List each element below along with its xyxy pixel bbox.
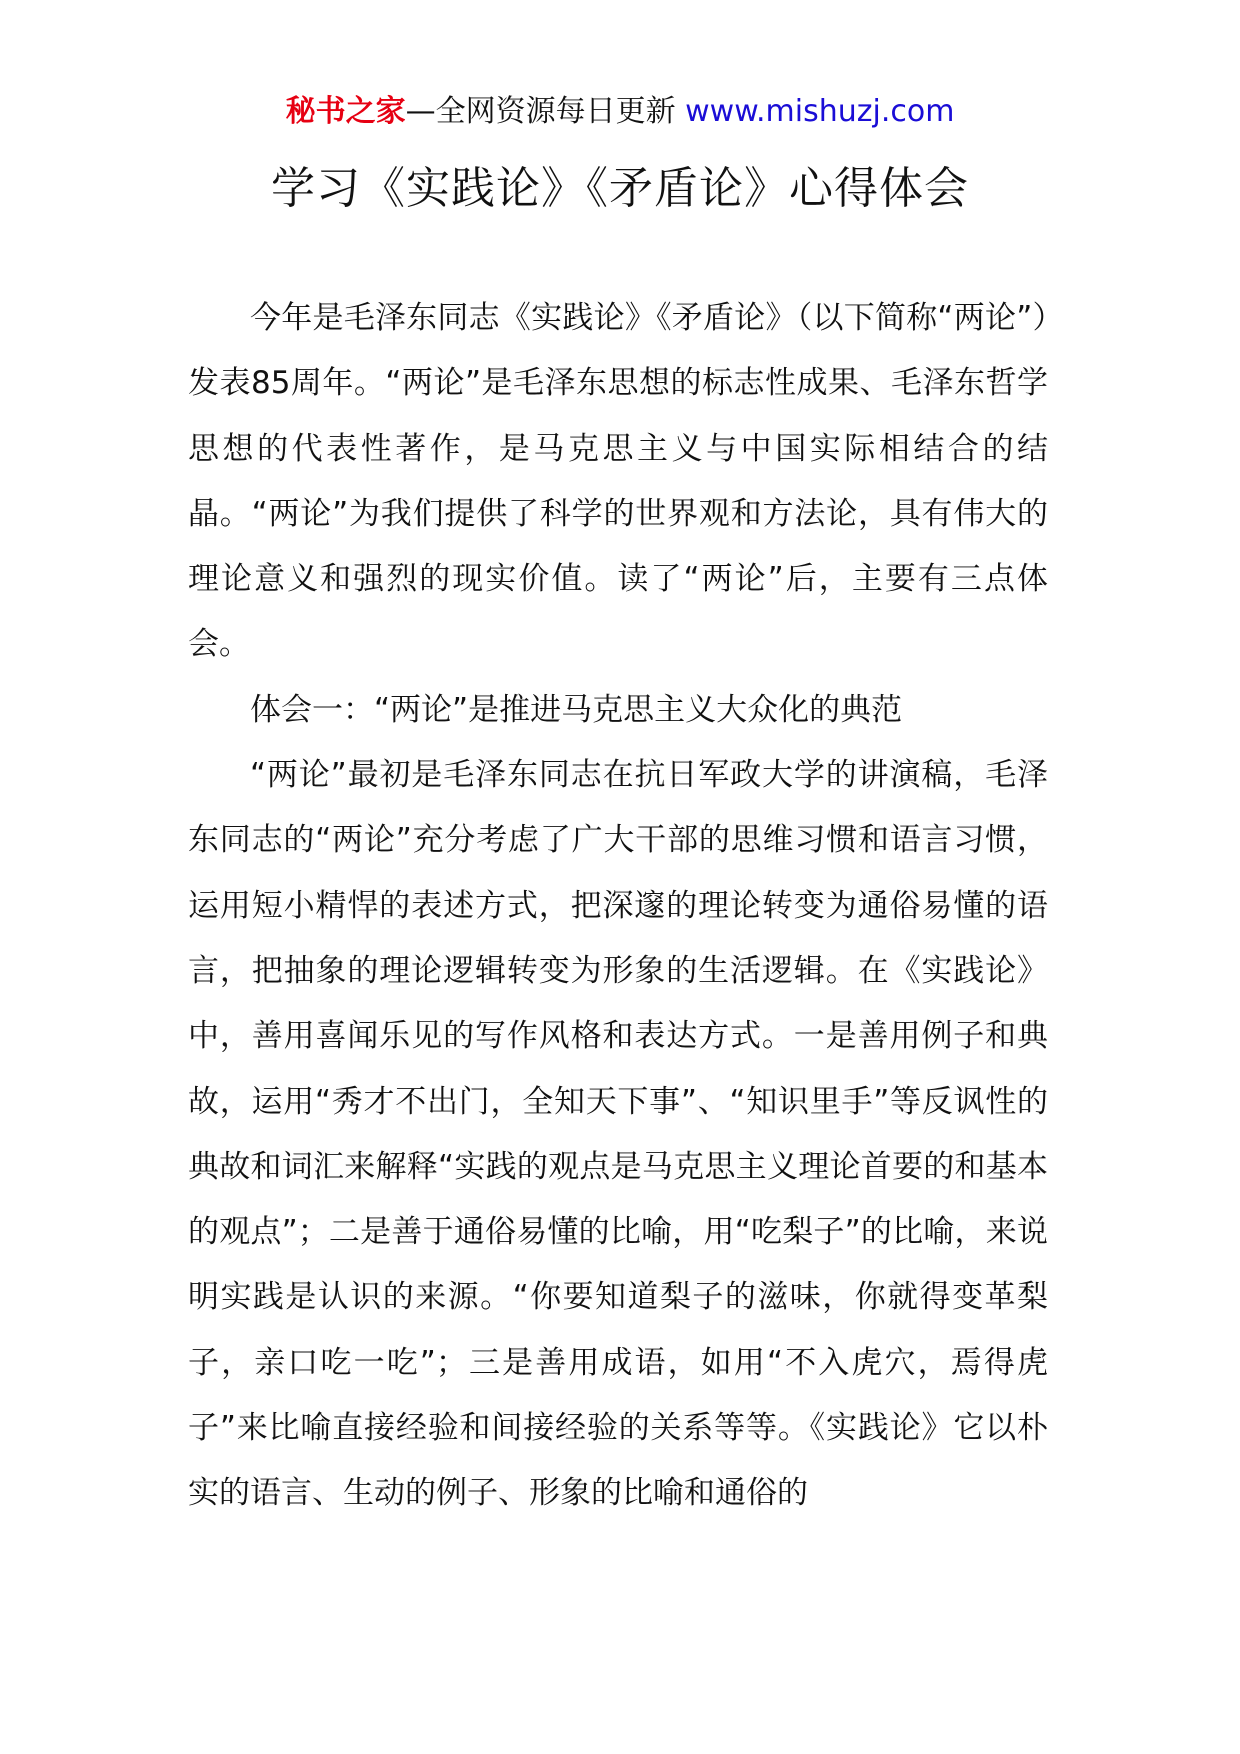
document-title: 学习《实践论》《矛盾论》心得体会	[271, 163, 969, 214]
paragraph-intro: 今年是毛泽东同志《实践论》《矛盾论》（以下简称“两论”）发表85周年。“两论”是毛泽东思想的标志性成果、毛泽东哲学思想的代表性著作，是马克思主义与中国实际相结合的结晶。“两论”为我们提供了科学的世界观和方法论，具有伟大的理论意义和强烈的现实价值。读了“两论”后，主要有三点体会。	[188, 300, 1048, 663]
site-brand: 秘书之家	[285, 94, 406, 129]
section-heading-1: 体会一：“两论”是推进马克思主义大众化的典范	[250, 691, 903, 728]
site-tagline: —全网资源每日更新	[405, 94, 686, 129]
site-header	[0, 92, 1240, 132]
document-body	[188, 286, 1048, 1527]
site-url-link[interactable]: www.mishuzj.com	[685, 94, 955, 129]
paragraph-section-1: “两论”最初是毛泽东同志在抗日军政大学的讲演稿，毛泽东同志的“两论”充分考虑了广大干部的思维习惯和语言习惯，运用短小精悍的表述方式，把深邃的理论转变为通俗易懂的语言，把抽象的理论逻辑转变为形象的生活逻辑。在《实践论》中，善用喜闻乐见的写作风格和表达方式。一是善用例子和典故，运用“秀才不出门，全知天下事”、“知识里手”等反讽性的典故和词汇来解释“实践的观点是马克思主义理论首要的和基本的观点”；二是善于通俗易懂的比喻，用“吃梨子”的比喻，来说明实践是认识的来源。“你要知道梨子的滋味，你就得变革梨子，亲口吃一吃”；三是善用成语，如用“不入虎穴，焉得虎子”来比喻直接经验和间接经验的关系等等。《实践论》它以朴实的语言、生动的例子、形象的比喻和通俗的	[188, 757, 1048, 1512]
